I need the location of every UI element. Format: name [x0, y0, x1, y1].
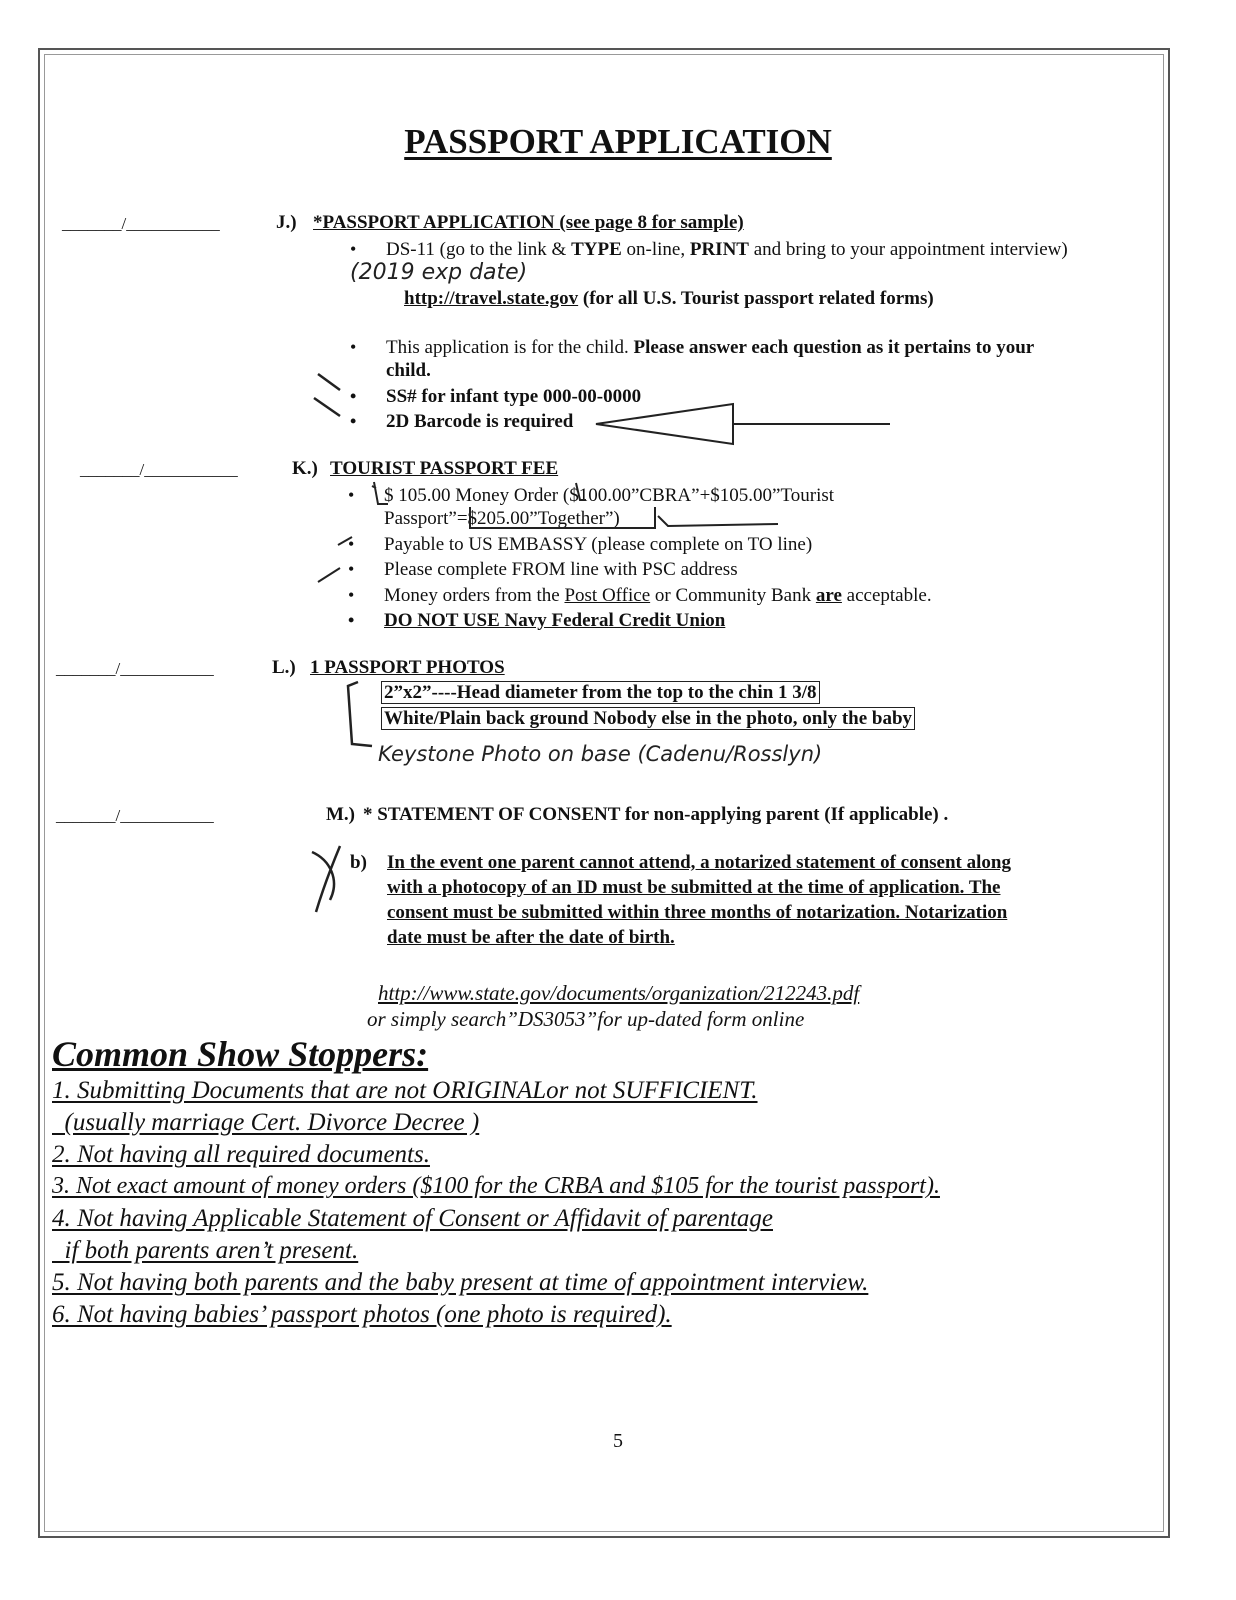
photo-background-item: White/Plain back ground Nobody else in the photo, only the baby	[381, 708, 915, 730]
barcode-item: • 2D Barcode is required	[386, 411, 573, 433]
checkoff-blank-k: _______/___________	[80, 460, 238, 479]
consent-line-2: with a photocopy of an ID must be submitted at the time of application. The	[387, 877, 1001, 898]
do-not-use-item: • DO NOT USE Navy Federal Credit Union	[384, 610, 725, 632]
travel-state-gov-link[interactable]: http://travel.state.gov	[404, 288, 579, 309]
section-k-label: K.)	[292, 458, 318, 479]
consent-line-1: In the event one parent cannot attend, a notarized statement of consent along	[387, 852, 1011, 873]
section-j-label: J.)	[276, 212, 297, 233]
show-stoppers-heading: Common Show Stoppers:	[52, 1034, 429, 1074]
handwritten-photo-note: Keystone Photo on base (Cadenu/Rosslyn)	[378, 742, 823, 766]
stopper-item: (usually marriage Cert. Divorce Decree )	[52, 1109, 480, 1136]
photo-size-item: 2”x2”----Head diameter from the top to the chin 1 3/8	[381, 682, 820, 704]
ss-number-item: • SS# for infant type 000-00-0000	[386, 386, 641, 408]
child-application-continued: child.	[386, 360, 431, 381]
fee-item: • $ 105.00 Money Order ($100.00”CBRA”+$105.00”Tourist	[384, 485, 834, 507]
stopper-item: if both parents aren’t present.	[52, 1237, 359, 1264]
handwritten-exp-date: (2019 exp date)	[350, 260, 528, 285]
stopper-item: 2. Not having all required documents.	[52, 1141, 430, 1168]
ds3053-link[interactable]: http://www.state.gov/documents/organization/212243.pdf	[378, 981, 860, 1005]
travel-state-gov-line: http://travel.state.gov (for all U.S. Tourist passport related forms)	[404, 288, 934, 309]
stopper-item: 5. Not having both parents and the baby present at time of appointment interview.	[52, 1269, 869, 1296]
section-l-heading: 1 PASSPORT PHOTOS	[310, 657, 505, 678]
payable-item: • Payable to US EMBASSY (please complete on TO line)	[384, 534, 812, 556]
stopper-item: 3. Not exact amount of money orders ($100 for the CRBA and $105 for the tourist passport).	[52, 1173, 940, 1199]
consent-line-4: date must be after the date of birth.	[387, 927, 675, 948]
section-l-label: L.)	[272, 657, 296, 678]
checkoff-blank-l: _______/___________	[56, 659, 214, 678]
section-j-heading: *PASSPORT APPLICATION (see page 8 for sample)	[313, 212, 744, 233]
consent-line-3: consent must be submitted within three months of notarization. Notarization	[387, 902, 1008, 923]
ds3053-search-note: or simply search”DS3053”for up-dated form online	[367, 1007, 805, 1031]
stopper-item: 1. Submitting Documents that are not ORIGINALor not SUFFICIENT.	[52, 1077, 758, 1104]
stopper-item: 6. Not having babies’ passport photos (one photo is required).	[52, 1301, 672, 1328]
page-number: 5	[613, 1430, 623, 1452]
child-application-item: • This application is for the child. Please answer each question as it pertains to your	[386, 337, 1034, 359]
section-k-heading: TOURIST PASSPORT FEE	[330, 458, 559, 479]
from-line-item: • Please complete FROM line with PSC address	[384, 559, 738, 581]
checkoff-blank-j: _______/___________	[62, 214, 220, 233]
money-order-item: • Money orders from the Post Office or Community Bank are acceptable.	[384, 585, 932, 607]
checkoff-blank-m: _______/___________	[56, 806, 214, 825]
page-title: PASSPORT APPLICATION	[404, 122, 832, 161]
fee-item-continued: Passport”=$205.00”Together”)	[384, 508, 620, 529]
ds11-item: • DS-11 (go to the link & TYPE on-line, PRINT and bring to your appointment interview)	[386, 239, 1068, 261]
item-b-label: b)	[350, 852, 367, 873]
section-m-heading: * STATEMENT OF CONSENT for non-applying parent (If applicable) .	[363, 804, 949, 825]
stopper-item: 4. Not having Applicable Statement of Consent or Affidavit of parentage	[52, 1205, 773, 1232]
section-m-label: M.)	[326, 804, 356, 825]
